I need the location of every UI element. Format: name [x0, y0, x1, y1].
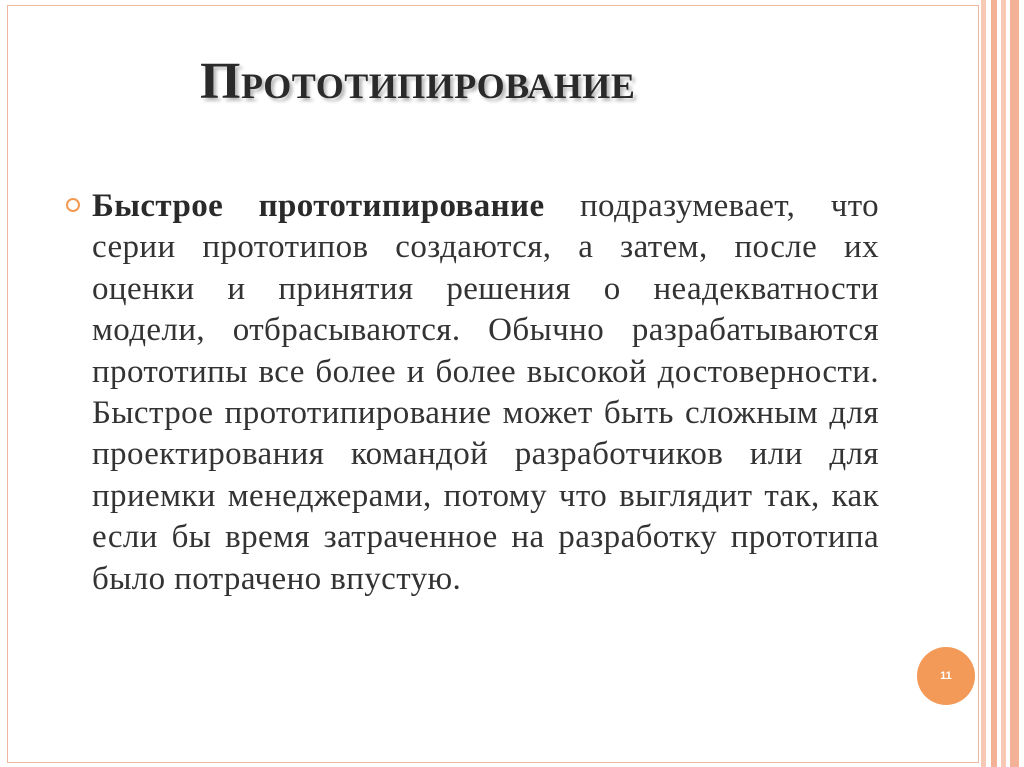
bullet-circle-icon [66, 198, 80, 212]
page-number-badge: 11 [917, 647, 975, 705]
decorative-stripe [1001, 0, 1006, 767]
decorative-stripe [981, 0, 986, 767]
decorative-stripe [991, 0, 997, 767]
slide-body-text [92, 186, 879, 600]
decorative-stripe [1010, 0, 1019, 767]
body-text: подразумевает, что серии прототипов создаются, а затем, после их оценки и принятия решения о неадекватности модели, отбрасываются. Обычно разрабатываются прототипы все более и более высокой достоверности. Быстрое прототипирование может быть сложным для проектирования командой разработчиков или для приемки менеджерами, потому что выглядит так, как если бы время затраченное на разработку прототипа было потрачено впустую. [92, 188, 879, 597]
slide-title: Прототипирование [200, 53, 636, 110]
bold-lead-text: Быстрое прототипирование [92, 188, 545, 224]
